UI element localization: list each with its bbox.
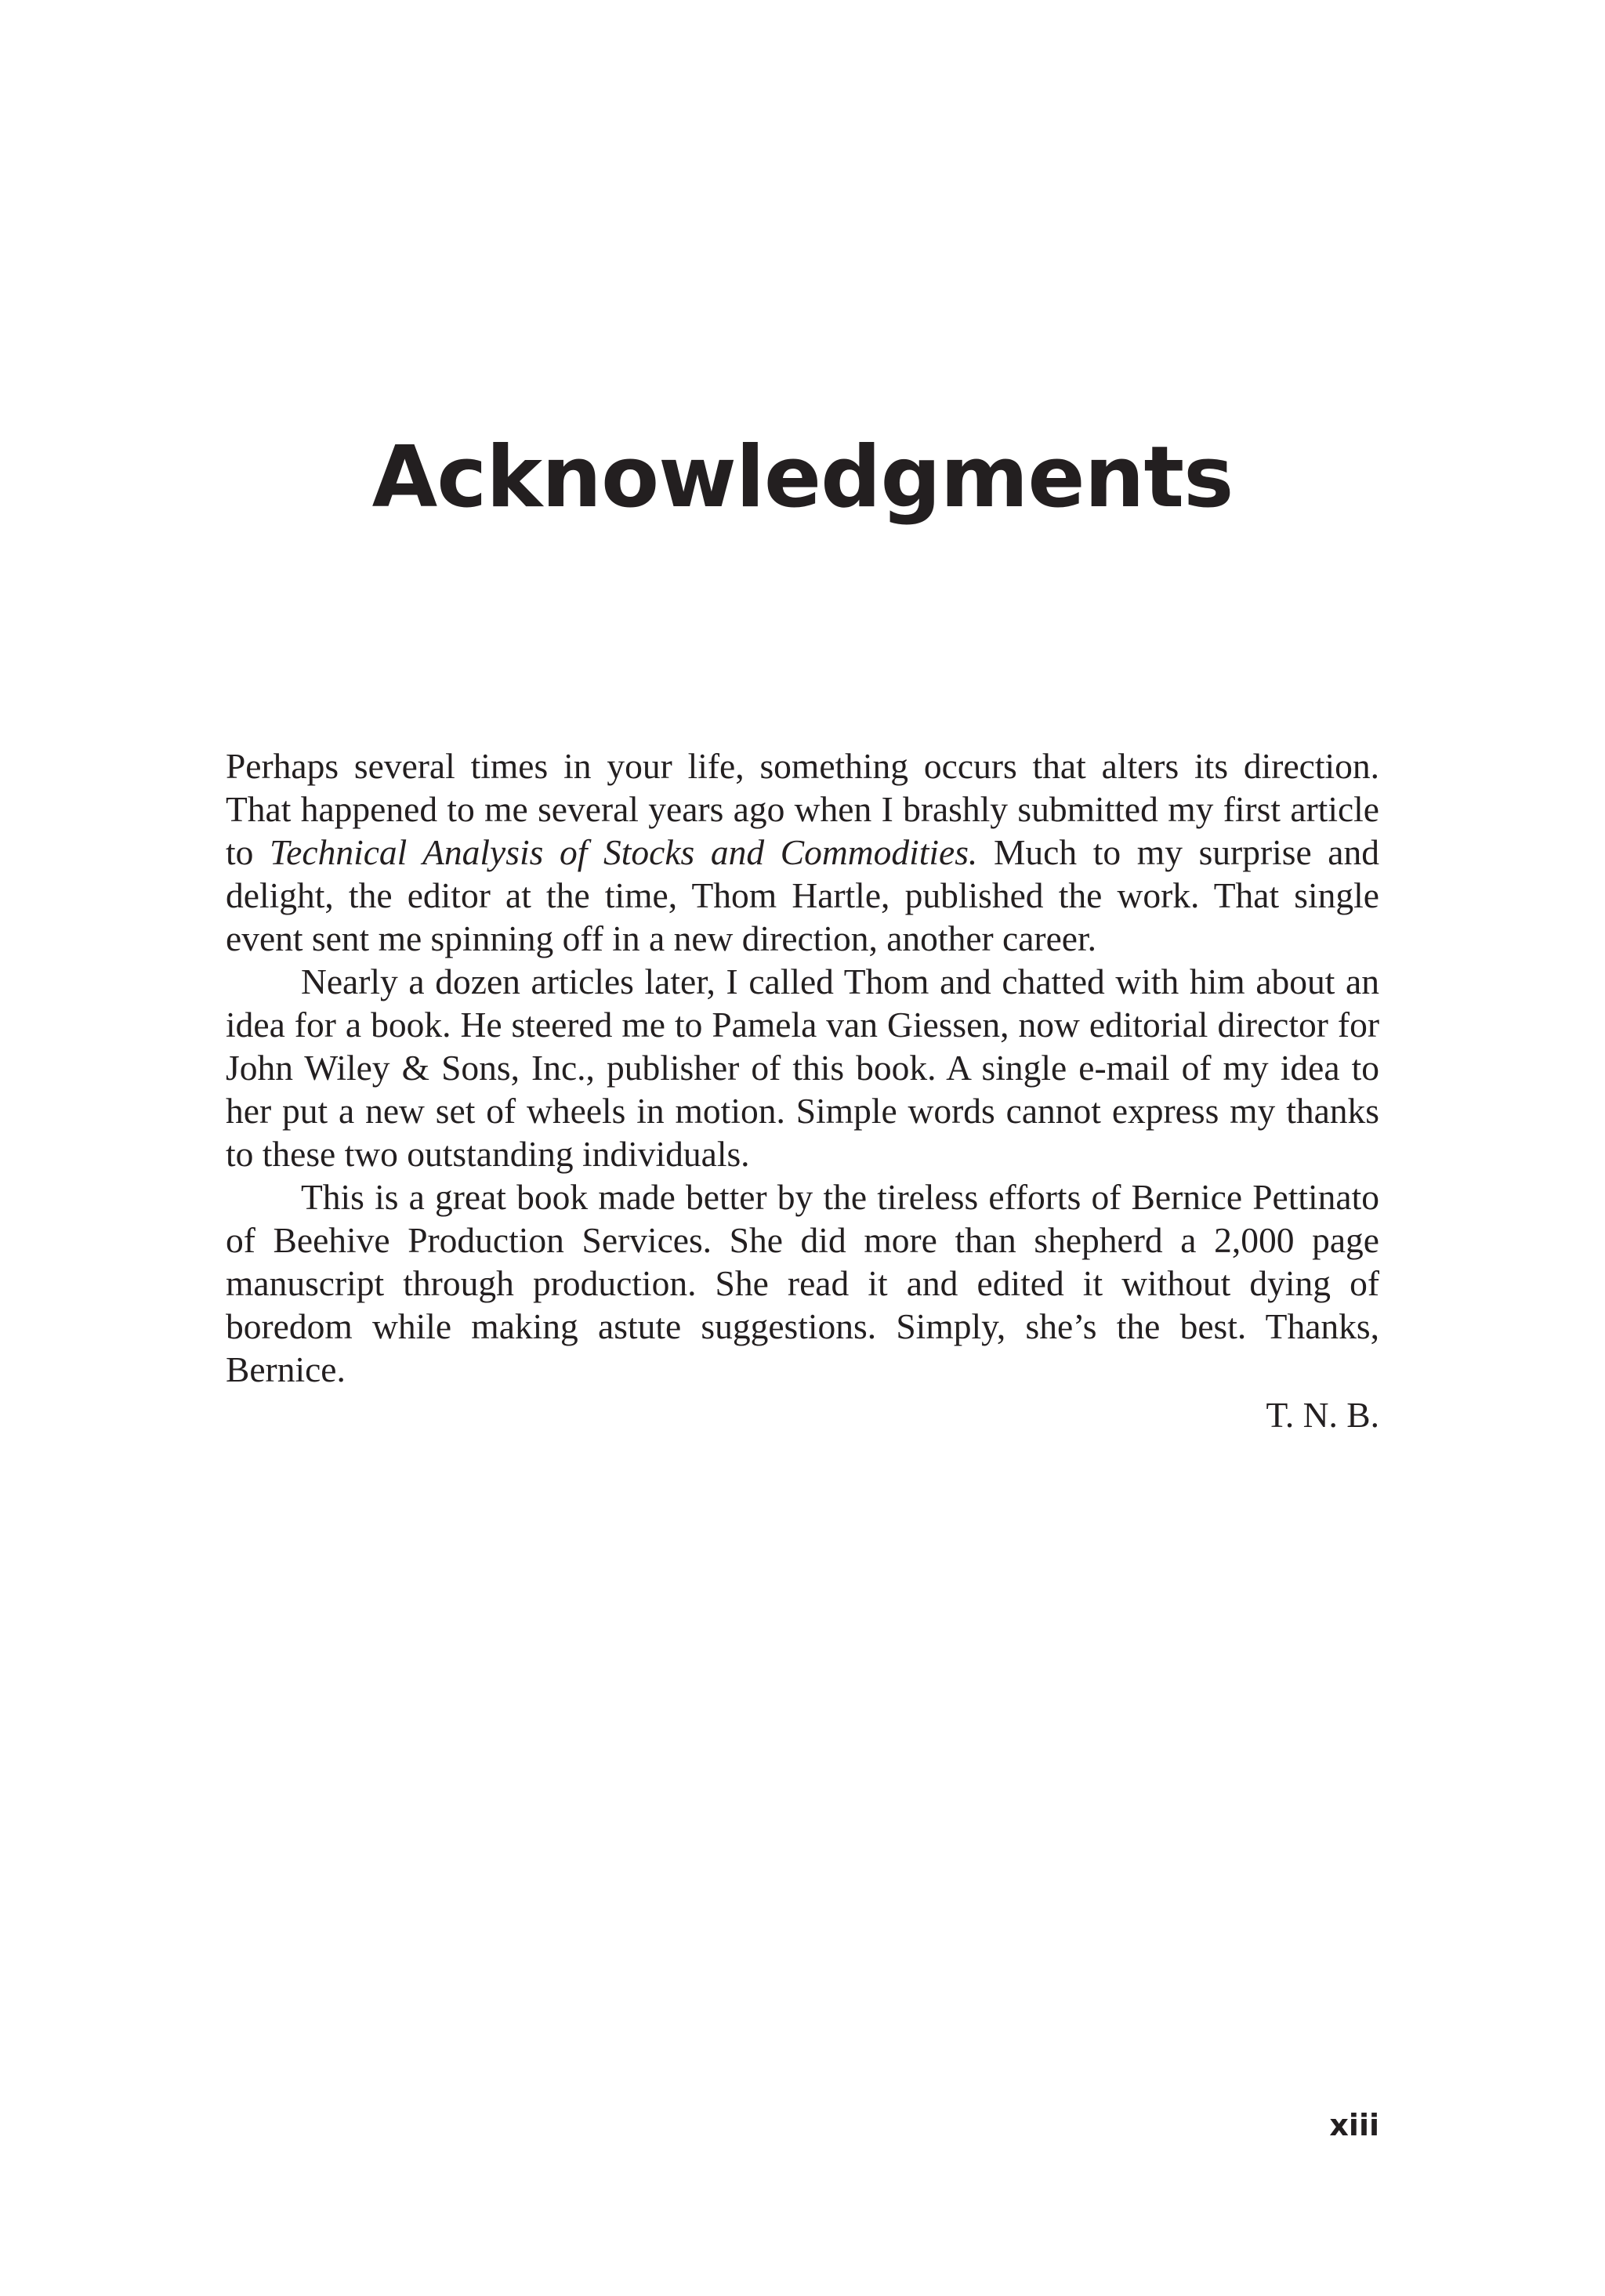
- paragraph-1-text: Perhaps several times in your life, something occurs that alters its direction. That happened to me several years ago when I brashly submitted my first article to: [226, 746, 1379, 872]
- acknowledgments-body: [226, 744, 1379, 1391]
- paragraph-1: [226, 744, 1379, 960]
- journal-title: Technical Analysis of Stocks and Commodities.: [270, 832, 978, 872]
- paragraph-3: This is a great book made better by the tireless efforts of Bernice Pettinato of Beehive Production Services. She did more than shepherd a 2,000 page manuscript through production. She read it and edited it without dying of boredom while making astute suggestions. Simply, she’s the best. Thanks, Bernice.: [226, 1177, 1379, 1389]
- paragraph-2: Nearly a dozen articles later, I called Thom and chatted with him about an idea for a book. He steered me to Pamela van Giessen, now editorial director for John Wiley & Sons, Inc., publisher of this book. A single e-mail of my idea to her put a new set of wheels in motion. Simple words cannot express my thanks to these two outstanding individuals.: [226, 961, 1379, 1174]
- page-number: xiii: [1329, 2108, 1379, 2142]
- page-title: Acknowledgments: [371, 429, 1234, 527]
- paragraph-1-text-continued: Much to my surprise and delight, the editor at the time, Thom Hartle, published the work. That single event sent me spinning off in a new direction, another career.: [226, 832, 1379, 958]
- author-initials: T. N. B.: [1266, 1395, 1379, 1435]
